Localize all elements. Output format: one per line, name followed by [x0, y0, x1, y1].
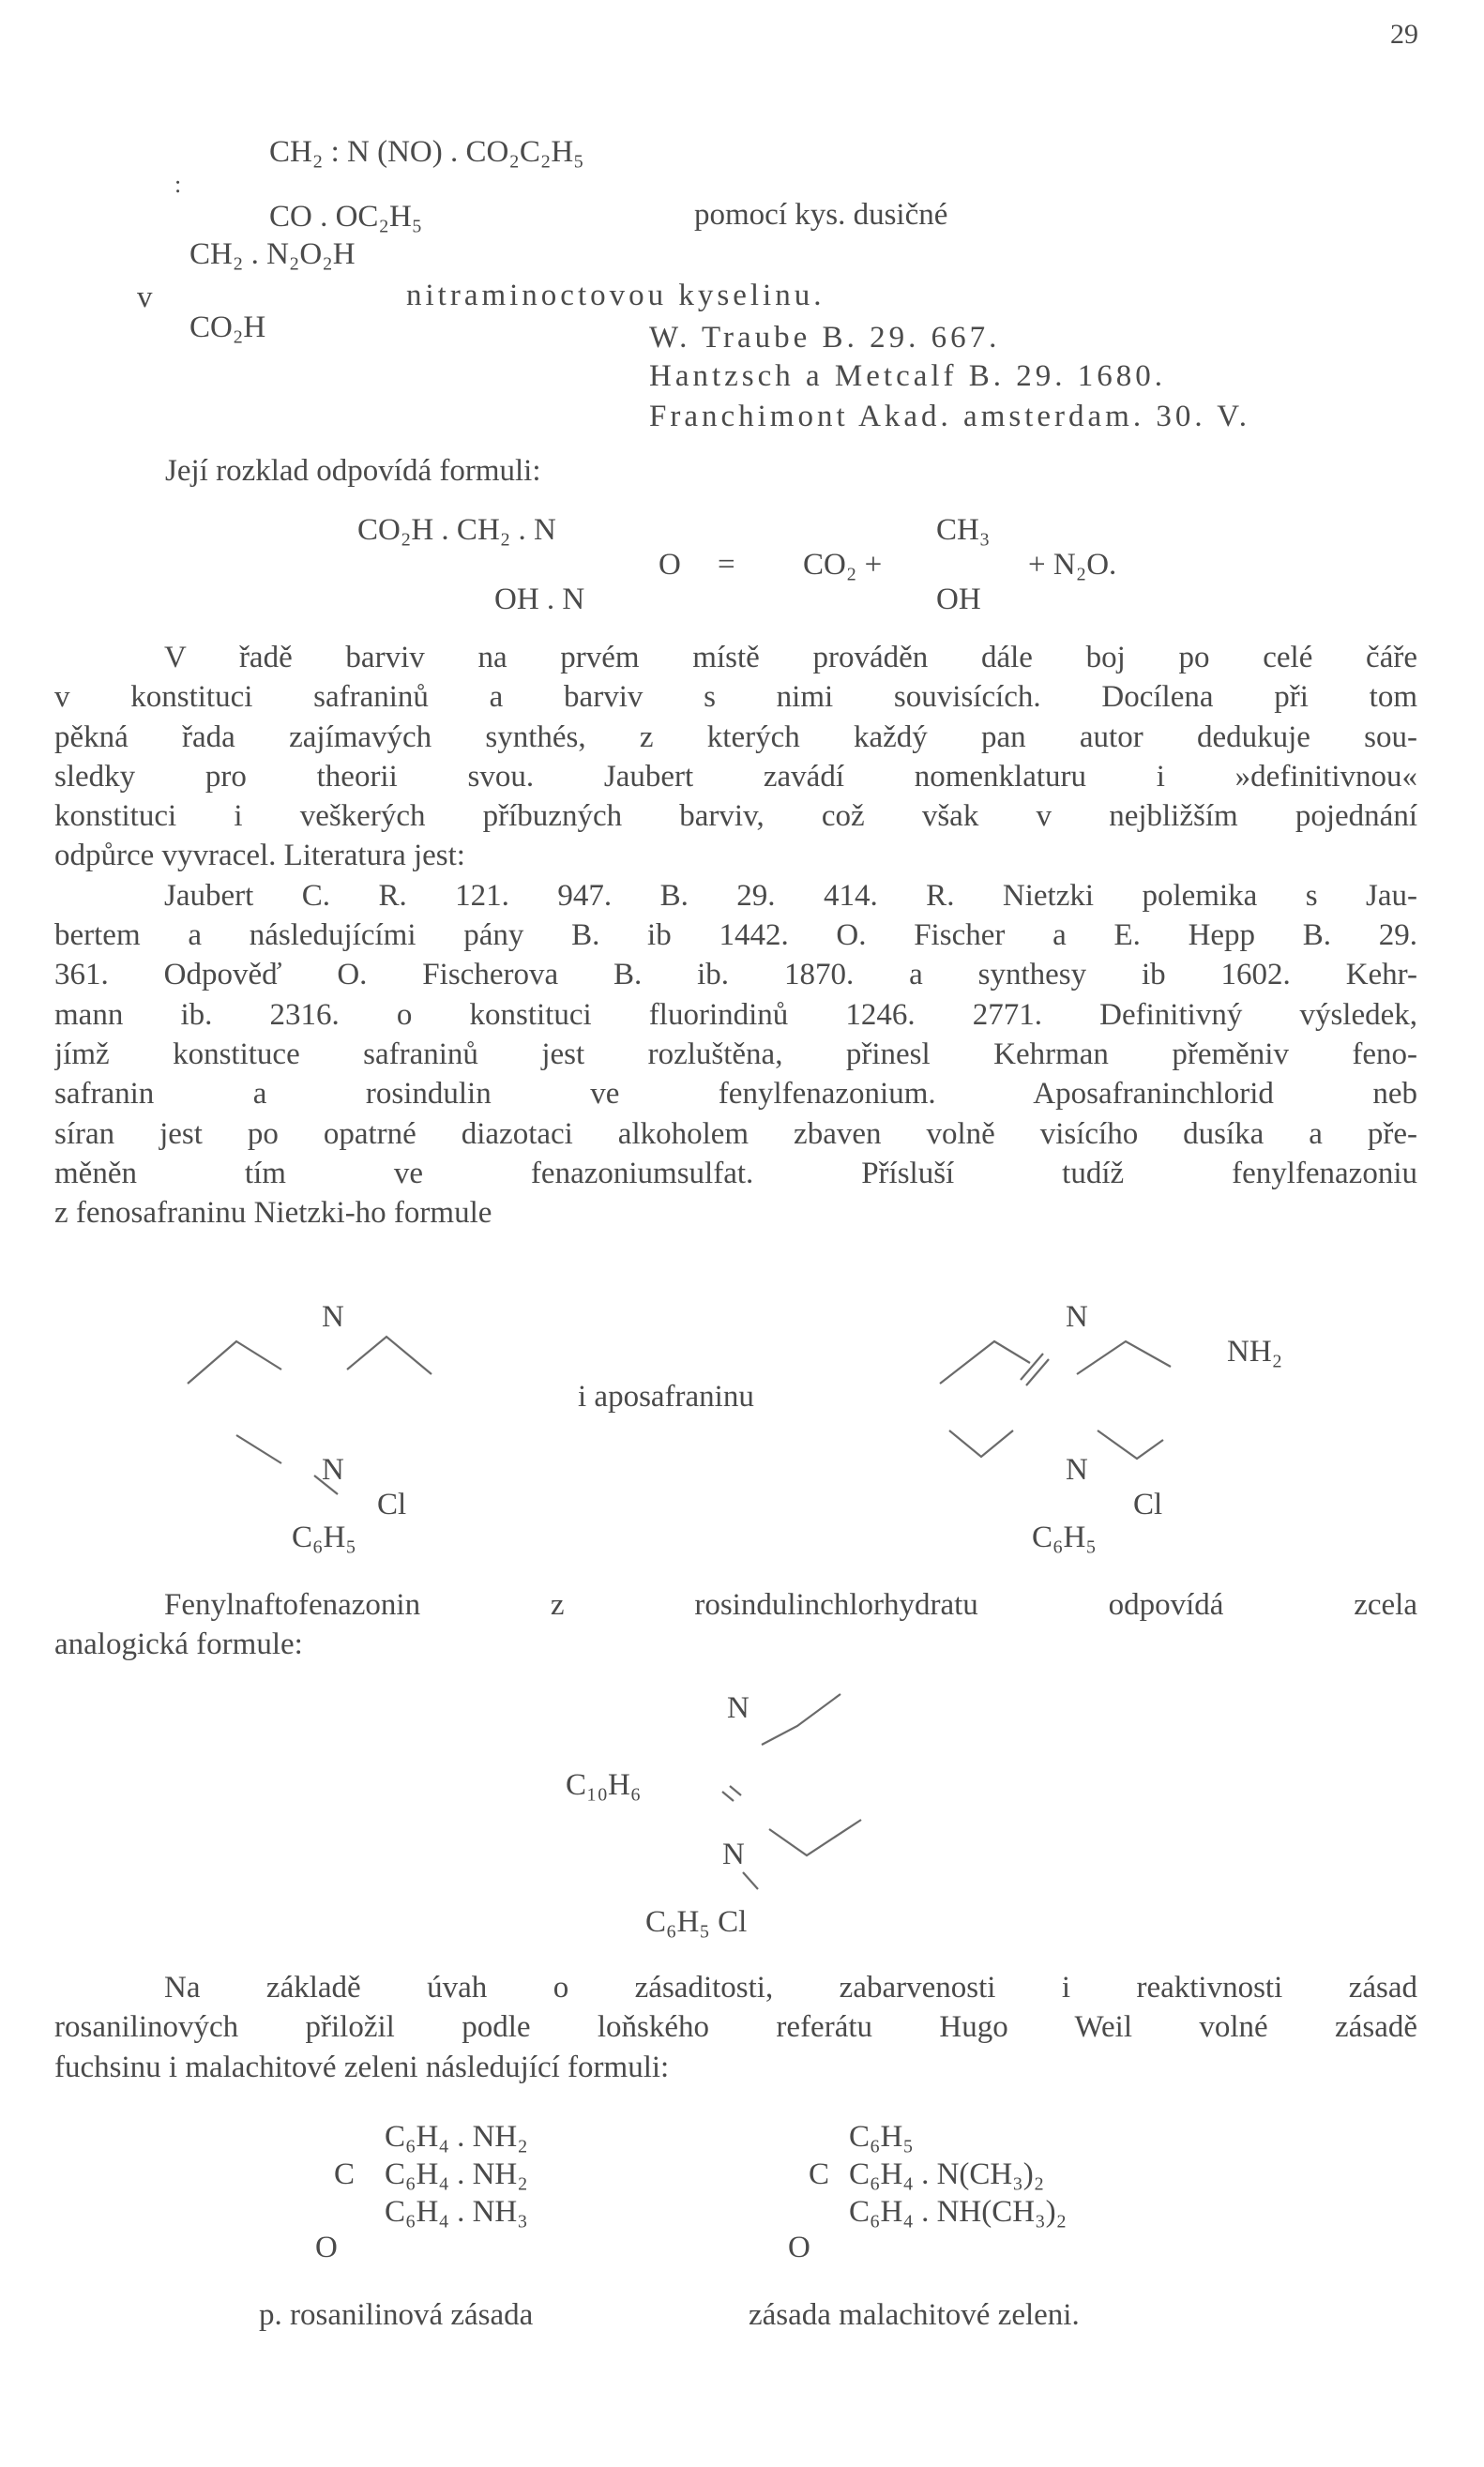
page-number: 29: [1390, 19, 1418, 50]
atom-n: N: [322, 1300, 344, 1334]
formula-part: OH: [936, 583, 981, 616]
text-line: jímž konstituce safraninů jest rozluštěna, přinesl Kehrman přeměniv feno-: [54, 1037, 1417, 1071]
atom-n: N: [1066, 1300, 1088, 1334]
reference-line: Franchimont Akad. amsterdam. 30. V.: [649, 400, 1251, 433]
formula-c: C: [809, 2157, 830, 2191]
text-line: safranin a rosindulin ve fenylfenazonium. Aposafraninchlorid neb: [54, 1077, 1417, 1112]
formula-line: CH₂ . N₂O₂H: [189, 237, 356, 271]
formula-line: CO₂H: [189, 310, 266, 344]
formula-c: C: [334, 2157, 356, 2191]
formula-row: C₆H₄ . NH(CH₃)₂: [849, 2195, 1068, 2229]
text-line: fuchsinu i malachitové zeleni následující formuli:: [54, 2050, 670, 2084]
formula-line: CO . OC₂H₅: [269, 200, 423, 234]
formula-part: CH₃: [936, 513, 991, 547]
formula-row: C₆H₄ . NH₂: [385, 2157, 528, 2191]
group-c6h5: C₆H₅: [1032, 1521, 1097, 1554]
paragraph-rosanilin: [54, 1968, 1417, 2087]
structure-bonds: [657, 1688, 901, 1923]
atom-cl: Cl: [1133, 1488, 1163, 1521]
text-line: v konstituci safraninů a barviv s nimi souvisících. Docílena při tom: [54, 680, 1417, 715]
text-line: odpůrce vyvracel. Literatura jest:: [54, 839, 465, 873]
text-line: Na základě úvah o zásaditosti, zabarvenosti i reaktivnosti zásad: [164, 1971, 1417, 2005]
formula-part: =: [718, 548, 735, 582]
formula-part: CO₂H . CH₂ . N: [357, 513, 556, 547]
group-c10h6: C₁₀H₆: [566, 1768, 642, 1802]
formula-caption: p. rosanilinová zásada: [259, 2298, 534, 2332]
atom-n: N: [727, 1691, 750, 1725]
text-line: mann ib. 2316. o konstituci fluorindinů 1246. 2771. Definitivný výsledek,: [54, 997, 1417, 1032]
formula-caption: zásada malachitové zeleni.: [749, 2298, 1080, 2332]
atom-n: N: [722, 1838, 745, 1871]
text-line: konstituci i veškerých příbuzných barviv, což však v nejbližším pojednání: [54, 799, 1417, 834]
text-line: bertem a následujícími pány B. ib 1442. O. Fischer a E. Hepp B. 29.: [54, 918, 1417, 953]
formula-row: C₆H₄ . NH₂: [385, 2120, 528, 2154]
text-line: sledky pro theorii svou. Jaubert zavádí nomenklaturu i »definitivnou«: [54, 759, 1417, 794]
group-nh2: NH₂: [1227, 1335, 1283, 1369]
text-line: analogická formule:: [54, 1627, 303, 1662]
decomposition-intro: Její rozklad odpovídá formuli:: [165, 454, 541, 488]
atom-n: N: [322, 1453, 344, 1487]
text-line: V řadě barviv na prvém místě prováděn dále boj po celé čáře: [164, 641, 1417, 674]
formula-part: O: [659, 548, 681, 582]
text-line: síran jest po opatrné diazotaci alkoholem zbaven volně visícího dusíka a pře-: [54, 1116, 1417, 1151]
structure-bonds: [169, 1299, 450, 1506]
formula-o: O: [315, 2231, 338, 2264]
formula-part: CO₂ +: [803, 548, 883, 582]
reference-line: W. Traube B. 29. 667.: [649, 321, 1001, 355]
atom-n: N: [1066, 1453, 1088, 1487]
group-c6h5-cl: C₆H₅ Cl: [645, 1905, 748, 1939]
formula-row: C₆H₅: [849, 2120, 914, 2154]
paragraph-fenylnaftofenazonin: [54, 1585, 1417, 1665]
atom-cl: Cl: [377, 1488, 407, 1521]
formula-colon: :: [174, 171, 182, 198]
group-c6h5: C₆H₅: [292, 1521, 356, 1554]
text-line: 361. Odpověď O. Fischerova B. ib. 1870. a synthesy ib 1602. Kehr-: [54, 958, 1417, 992]
formula-row: C₆H₄ . NH₃: [385, 2195, 528, 2229]
formula-line: CH₂ : N (NO) . CO₂C₂H₅: [269, 135, 584, 169]
text-line: rosanilinových přiložil podle loňského referátu Hugo Weil volné zásadě: [54, 2010, 1417, 2045]
formula-row: C₆H₄ . N(CH₃)₂: [849, 2157, 1045, 2191]
formula-part: OH . N: [494, 583, 585, 616]
structure-bonds: [919, 1299, 1257, 1515]
formula-v: v: [137, 280, 153, 314]
text-line: Jaubert C. R. 121. 947. B. 29. 414. R. Nietzki polemika s Jau-: [164, 878, 1417, 913]
formula-part: + N₂O.: [1028, 548, 1117, 582]
paragraph-safranin: [54, 638, 1417, 1233]
formula-note: pomocí kys. dusičné: [694, 198, 948, 232]
formula-o: O: [788, 2231, 810, 2264]
text-line: Fenylnaftofenazonin z rosindulinchlorhydratu odpovídá zcela: [164, 1588, 1417, 1622]
text-line: měněn tím ve fenazoniumsulfat. Přísluší tudíž fenylfenazoniu: [54, 1156, 1417, 1190]
text-line: pěkná řada zajímavých synthés, z kterých každý pan autor dedukuje sou-: [54, 719, 1417, 754]
reference-line: Hantzsch a Metcalf B. 29. 1680.: [649, 359, 1167, 393]
text-line: z fenosafraninu Nietzki-ho formule: [54, 1196, 492, 1231]
between-structures-label: i aposafraninu: [578, 1380, 754, 1414]
formula-note: nitraminoctovou kyselinu.: [406, 279, 825, 312]
